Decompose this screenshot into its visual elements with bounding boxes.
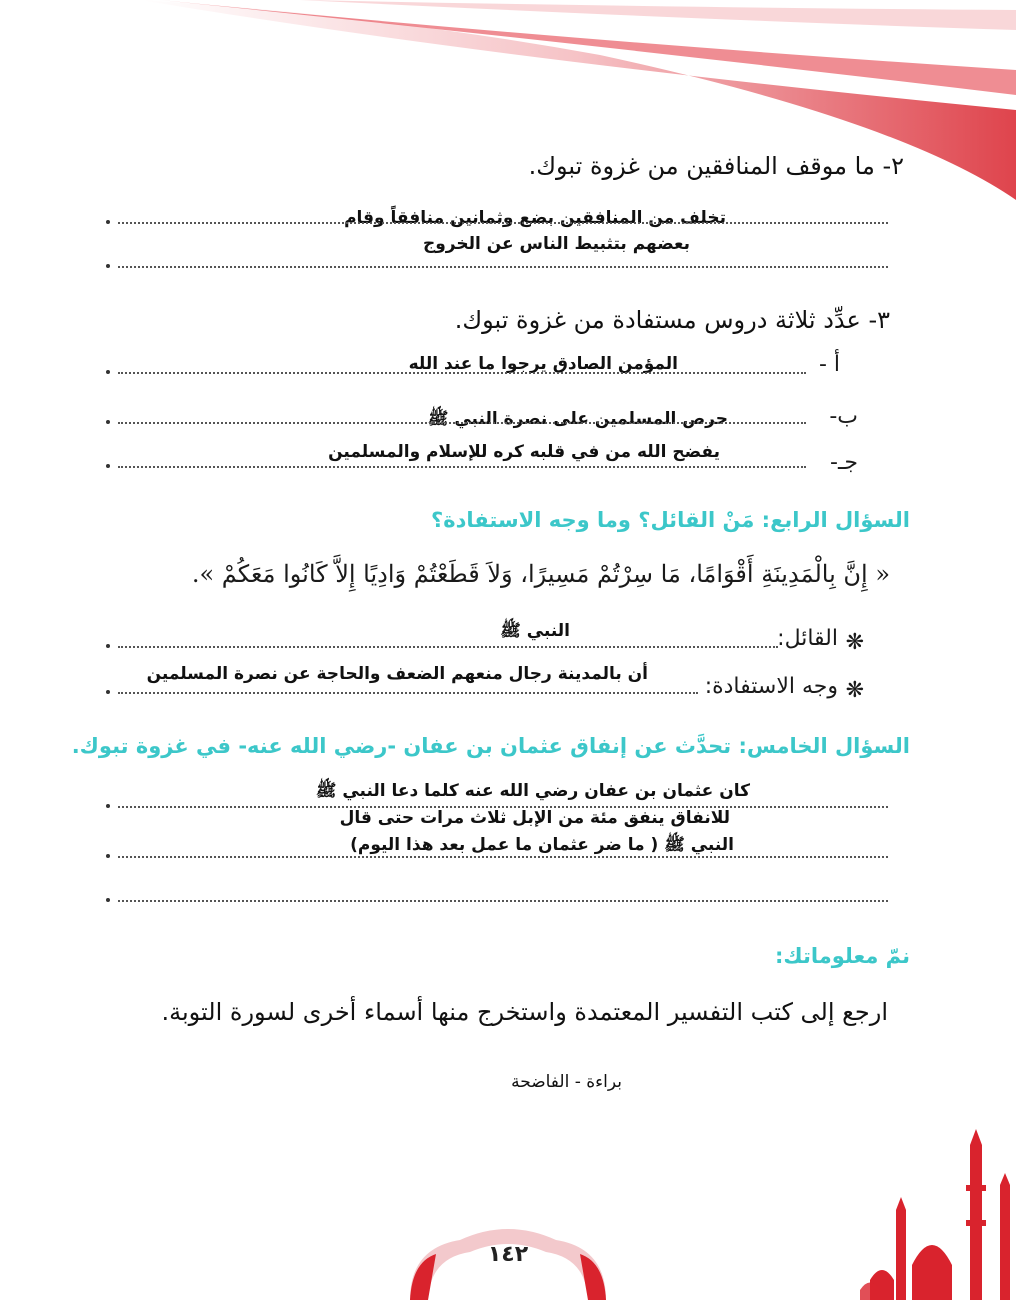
answer-line (118, 372, 806, 374)
q5-answer-line-3: النبي ﷺ ( ما ضر عثمان ما عمل بعد هذا اليوم) (350, 835, 734, 855)
q3-marker-a: أ - (818, 352, 840, 377)
line-end-dot (106, 420, 110, 424)
question-3: ٣- عدِّد ثلاثة دروس مستفادة من غزوة تبوك. (454, 306, 890, 334)
answer-line (118, 646, 778, 648)
answer-line (118, 466, 806, 468)
line-end-dot (106, 690, 110, 694)
enrichment-heading: نمّ معلوماتك: (775, 944, 910, 968)
q3-marker-b: ب- (829, 404, 858, 429)
answer-line (118, 266, 888, 268)
q2-answer-line-1: تخلف من المنافقين بضع وثمانين منافقاً وقام (344, 208, 726, 228)
line-end-dot (106, 804, 110, 808)
answer-line (118, 900, 888, 902)
line-end-dot (106, 370, 110, 374)
q3-answer-b: حرص المسلمين على نصرة النبي ﷺ (427, 409, 728, 429)
speaker-answer: النبي ﷺ (500, 621, 570, 641)
answer-line (118, 422, 806, 424)
answer-line (118, 692, 698, 694)
benefit-label: وجه الاستفادة: (704, 674, 838, 699)
question-2: ٢- ما موقف المنافقين من غزوة تبوك. (528, 152, 904, 180)
benefit-answer: أن بالمدينة رجال منعهم الضعف والحاجة عن نصرة المسلمين (146, 664, 648, 684)
line-end-dot (106, 264, 110, 268)
answer-line (118, 856, 888, 858)
q5-answer-line-1: كان عثمان بن عفان رضي الله عنه كلما دعا النبي ﷺ (315, 781, 750, 801)
speaker-label: القائل: (777, 626, 838, 651)
line-end-dot (106, 644, 110, 648)
bullet-star: ❋ (845, 678, 864, 703)
q3-answer-c: يفضح الله من في قلبه كره للإسلام والمسلمين (328, 442, 720, 462)
q2-answer-line-2: بعضهم بتثبيط الناس عن الخروج (422, 234, 690, 254)
q5-answer-line-2: للانفاق ينفق مئة من الإبل ثلاث مرات حتى قال (339, 808, 730, 828)
question-4-heading: السؤال الرابع: مَنْ القائل؟ وما وجه الاستفادة؟ (431, 508, 910, 532)
page-number: ١٤٢ (487, 1242, 529, 1267)
line-end-dot (106, 464, 110, 468)
line-end-dot (106, 854, 110, 858)
question-5-heading: السؤال الخامس: تحدَّث عن إنفاق عثمان بن عفان -رضي الله عنه- في غزوة تبوك. (71, 734, 910, 758)
answer-line (118, 222, 888, 224)
enrichment-instruction: ارجع إلى كتب التفسير المعتمدة واستخرج منها أسماء أخرى لسورة التوبة. (161, 998, 888, 1026)
line-end-dot (106, 220, 110, 224)
q3-marker-c: جـ- (830, 450, 858, 475)
line-end-dot (106, 898, 110, 902)
q3-answer-a: المؤمن الصادق يرجوا ما عند الله (408, 354, 678, 374)
enrichment-answer: براءة - الفاضحة (511, 1072, 622, 1092)
mosque-decoration (860, 1125, 1016, 1300)
hadith-quote: « إِنَّ بِالْمَدِينَةِ أَقْوَامًا، مَا سِرْتُمْ مَسِيرًا، وَلاَ قَطَعْتُمْ وَادِيًا إِلاَّ كَانُوا مَعَكُمْ ». (191, 560, 890, 588)
bullet-star: ❋ (845, 630, 864, 655)
